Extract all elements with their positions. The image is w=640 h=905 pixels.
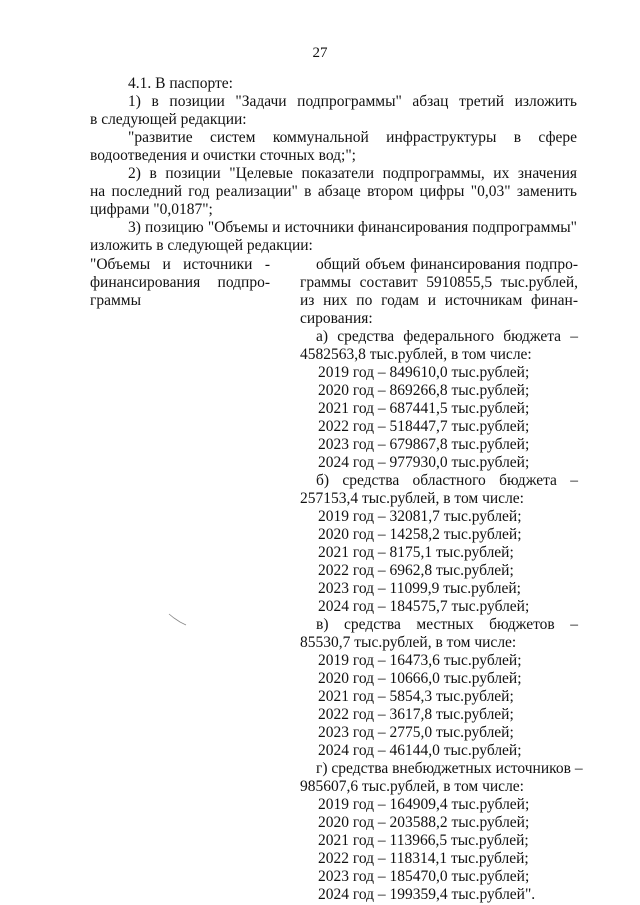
year-line: 2023 год – 2775,0 тыс.рублей;	[318, 724, 514, 741]
left-cell-line: граммы	[90, 292, 142, 309]
year-line: 2021 год – 687441,5 тыс.рублей;	[318, 400, 530, 417]
right-cell-line: 85530,7 тыс.рублей, в том числе:	[300, 634, 517, 651]
year-line: 2024 год – 977930,0 тыс.рублей;	[318, 454, 530, 471]
year-line: 2019 год – 32081,7 тыс.рублей;	[318, 508, 522, 525]
year-line: 2019 год – 849610,0 тыс.рублей;	[318, 364, 530, 381]
right-cell-line: г) средства внебюджетных источников –	[316, 760, 583, 777]
year-line: 2021 год – 8175,1 тыс.рублей;	[318, 544, 514, 561]
intro-line: изложить в следующей редакции:	[90, 237, 313, 254]
year-line: 2020 год – 10666,0 тыс.рублей;	[318, 670, 522, 687]
intro-line: 3) позицию "Объемы и источники финансирования подпрограммы"	[128, 219, 577, 236]
left-cell-line: финансирования подпро-	[90, 274, 270, 291]
year-line: 2022 год – 3617,8 тыс.рублей;	[318, 706, 514, 723]
year-line: 2024 год – 46144,0 тыс.рублей;	[318, 742, 522, 759]
intro-line: на последний год реализации" в абзаце втором цифры "0,03" заменить	[90, 183, 577, 200]
right-cell-line: сирования:	[300, 310, 373, 327]
year-line: 2020 год – 14258,2 тыс.рублей;	[318, 526, 522, 543]
right-cell-line: 4582563,8 тыс.рублей, в том числе:	[300, 346, 532, 363]
intro-line: водоотведения и очистки сточных вод;";	[90, 147, 356, 164]
right-cell-line: 257153,4 тыс.рублей, в том числе:	[300, 490, 524, 507]
year-line: 2020 год – 869266,8 тыс.рублей;	[318, 382, 530, 399]
left-cell-line: "Объемы и источники -	[90, 256, 270, 273]
year-line: 2023 год – 679867,8 тыс.рублей;	[318, 436, 530, 453]
year-line: 2020 год – 203588,2 тыс.рублей;	[318, 814, 530, 831]
year-line: 2019 год – 164909,4 тыс.рублей;	[318, 796, 530, 813]
intro-line: 2) в позиции "Целевые показатели подпрограммы, их значения	[128, 165, 577, 182]
year-line: 2022 год – 118314,1 тыс.рублей;	[318, 850, 529, 867]
intro-line: цифрами "0,0187";	[90, 201, 213, 218]
right-cell-line: б) средства областного бюджета –	[316, 472, 578, 489]
intro-line: 4.1. В паспорте:	[128, 75, 233, 92]
scan-mark	[168, 612, 188, 626]
right-cell-line: 985607,6 тыс.рублей, в том числе:	[300, 778, 524, 795]
intro-line: "развитие систем коммунальной инфраструктуры в сфере	[128, 129, 577, 146]
year-line: 2021 год – 113966,5 тыс.рублей;	[318, 832, 529, 849]
year-line: 2022 год – 518447,7 тыс.рублей;	[318, 418, 530, 435]
year-line: 2021 год – 5854,3 тыс.рублей;	[318, 688, 514, 705]
year-line: 2023 год – 185470,0 тыс.рублей;	[318, 868, 530, 885]
right-cell-line: в) средства местных бюджетов –	[316, 616, 578, 633]
year-line: 2019 год – 16473,6 тыс.рублей;	[318, 652, 522, 669]
intro-line: 1) в позиции "Задачи подпрограммы" абзац третий изложить	[128, 93, 577, 110]
page-number: 27	[312, 45, 328, 61]
right-cell-line: граммы составит 5910855,5 тыс.рублей,	[300, 274, 578, 291]
right-cell-line: из них по годам и источникам финан-	[300, 292, 578, 309]
right-cell-line: общий объем финансирования подпро-	[316, 256, 578, 273]
year-line: 2024 год – 184575,7 тыс.рублей;	[318, 598, 530, 615]
intro-line: в следующей редакции:	[90, 111, 247, 128]
year-line: 2024 год – 199359,4 тыс.рублей".	[318, 886, 536, 903]
year-line: 2023 год – 11099,9 тыс.рублей;	[318, 580, 521, 597]
right-cell-line: а) средства федерального бюджета –	[316, 328, 578, 345]
year-line: 2022 год – 6962,8 тыс.рублей;	[318, 562, 514, 579]
